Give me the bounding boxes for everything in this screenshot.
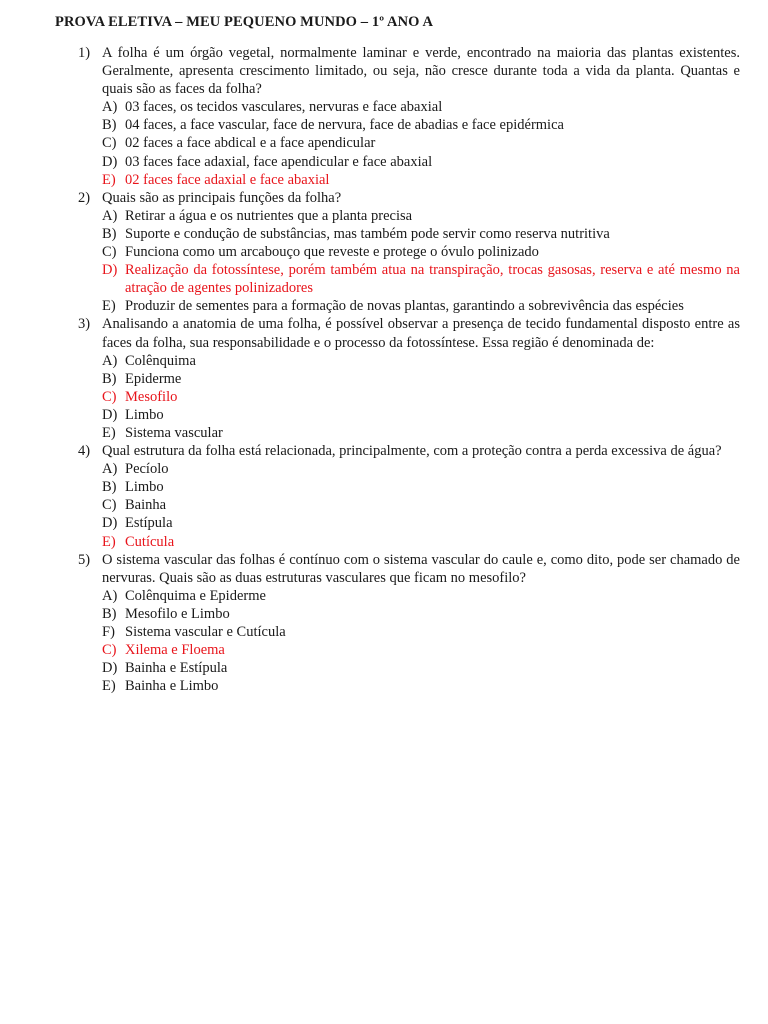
answer-option — [0, 352, 768, 370]
option-text: Retirar a água e os nutrientes que a planta precisa — [125, 207, 413, 224]
option-text: 03 faces, os tecidos vasculares, nervuras e face abaxial — [125, 99, 443, 116]
answer-option — [0, 406, 768, 424]
option-letter: A) — [102, 99, 118, 116]
answer-option — [0, 370, 768, 388]
option-text: Bainha — [125, 497, 167, 514]
option-text: Suporte e condução de substâncias, mas também pode servir como reserva nutritiva — [125, 225, 610, 242]
option-text: Limbo — [125, 479, 164, 496]
answer-option — [0, 424, 768, 442]
option-text: 03 faces face adaxial, face apendicular e face abaxial — [125, 153, 433, 170]
option-letter: D) — [102, 153, 118, 170]
option-text: Bainha e Limbo — [125, 678, 219, 695]
answer-option-correct — [0, 171, 768, 189]
option-text: Limbo — [125, 406, 164, 423]
answer-option — [0, 478, 768, 496]
option-text: 02 faces a face abdical e a face apendicular — [125, 135, 376, 152]
question-5 — [0, 551, 768, 587]
answer-option — [0, 297, 768, 315]
option-letter: F) — [102, 624, 115, 640]
option-letter: C) — [102, 244, 117, 261]
option-text: Cutícula — [125, 533, 175, 550]
answer-option — [0, 587, 768, 605]
question-4 — [0, 442, 768, 460]
option-letter: E) — [102, 171, 116, 188]
question-text: A folha é um órgão vegetal, normalmente laminar e verde, encontrado na maioria das plantas existentes. Geralmente, apresenta crescimento limitado, ou seja, não cresce durante toda a vida da planta. Quantas e quais são as faces da folha? — [102, 45, 740, 98]
option-letter: D) — [102, 660, 118, 677]
question-2 — [0, 189, 768, 207]
option-letter: C) — [102, 388, 117, 405]
answer-option — [0, 496, 768, 514]
option-letter: C) — [102, 642, 117, 659]
option-text: Realização da fotossíntese, porém também atua na transpiração, trocas gasosas, reserva e até mesmo na atração de agentes polinizadores — [125, 262, 740, 297]
option-text: 04 faces, a face vascular, face de nervura, face de abadias e face epidérmica — [125, 117, 564, 134]
answer-option-correct — [0, 388, 768, 406]
option-letter: D) — [102, 406, 118, 423]
answer-option — [0, 153, 768, 171]
question-number: 2) — [78, 189, 91, 206]
answer-option-correct — [0, 533, 768, 551]
option-letter: D) — [102, 262, 118, 279]
answer-option — [0, 460, 768, 478]
option-text: Epiderme — [125, 370, 182, 387]
answer-option — [0, 98, 768, 116]
option-letter: A) — [102, 207, 118, 224]
option-letter: C) — [102, 497, 117, 514]
question-list — [0, 44, 768, 695]
option-text: Sistema vascular — [125, 424, 223, 441]
answer-option — [0, 116, 768, 134]
option-letter: D) — [102, 515, 118, 532]
answer-option — [0, 677, 768, 695]
page-title: PROVA ELETIVA – MEU PEQUENO MUNDO – 1º ANO A — [55, 14, 434, 30]
option-letter: A) — [102, 461, 118, 478]
option-letter: E) — [102, 678, 116, 695]
question-number: 3) — [78, 316, 91, 333]
question-text: Quais são as principais funções da folha? — [102, 189, 342, 206]
answer-option-correct — [0, 261, 768, 297]
option-text: Pecíolo — [125, 461, 169, 478]
answer-option — [0, 207, 768, 225]
option-letter: A) — [102, 352, 118, 369]
answer-option — [0, 623, 768, 641]
question-text: Analisando a anatomia de uma folha, é possível observar a presença de tecido fundamental disposto entre as faces da folha, sua responsabilidade e o processo da fotossíntese. Essa região é denominada de: — [102, 316, 740, 351]
answer-option-correct — [0, 641, 768, 659]
option-text: Produzir de sementes para a formação de novas plantas, garantindo a sobrevivência das espécies — [125, 298, 684, 315]
option-text: Bainha e Estípula — [125, 660, 228, 677]
option-letter: A) — [102, 587, 118, 604]
option-text: Colênquima — [125, 352, 196, 369]
option-letter: E) — [102, 298, 116, 315]
answer-option — [0, 605, 768, 623]
option-text: Funciona como um arcabouço que reveste e protege o óvulo polinizado — [125, 244, 539, 261]
option-letter: B) — [102, 479, 117, 496]
question-3 — [0, 315, 768, 351]
option-letter: B) — [102, 605, 117, 622]
answer-option — [0, 134, 768, 152]
option-letter: E) — [102, 533, 116, 550]
option-text: Mesofilo e Limbo — [125, 605, 230, 622]
question-text: Qual estrutura da folha está relacionada, principalmente, com a proteção contra a perda excessiva de água? — [102, 443, 722, 460]
option-letter: B) — [102, 117, 117, 134]
option-text: Xilema e Floema — [125, 642, 225, 659]
question-number: 4) — [78, 443, 91, 460]
option-text: Estípula — [125, 515, 173, 532]
option-letter: B) — [102, 370, 117, 387]
answer-option — [0, 225, 768, 243]
question-text: O sistema vascular das folhas é contínuo com o sistema vascular do caule e, como dito, pode ser chamado de nervuras. Quais são as duas estruturas vasculares que ficam no mesofilo? — [102, 551, 740, 586]
option-letter: C) — [102, 135, 117, 152]
answer-option — [0, 514, 768, 532]
question-number: 5) — [78, 551, 91, 568]
option-text: Colênquima e Epiderme — [125, 587, 266, 604]
option-text: Mesofilo — [125, 388, 178, 405]
question-number: 1) — [78, 45, 91, 61]
question-1 — [0, 44, 768, 98]
option-text: 02 faces face adaxial e face abaxial — [125, 171, 330, 188]
option-letter: E) — [102, 424, 116, 441]
answer-option — [0, 659, 768, 677]
option-letter: B) — [102, 225, 117, 242]
answer-option — [0, 243, 768, 261]
option-text: Sistema vascular e Cutícula — [125, 624, 286, 640]
